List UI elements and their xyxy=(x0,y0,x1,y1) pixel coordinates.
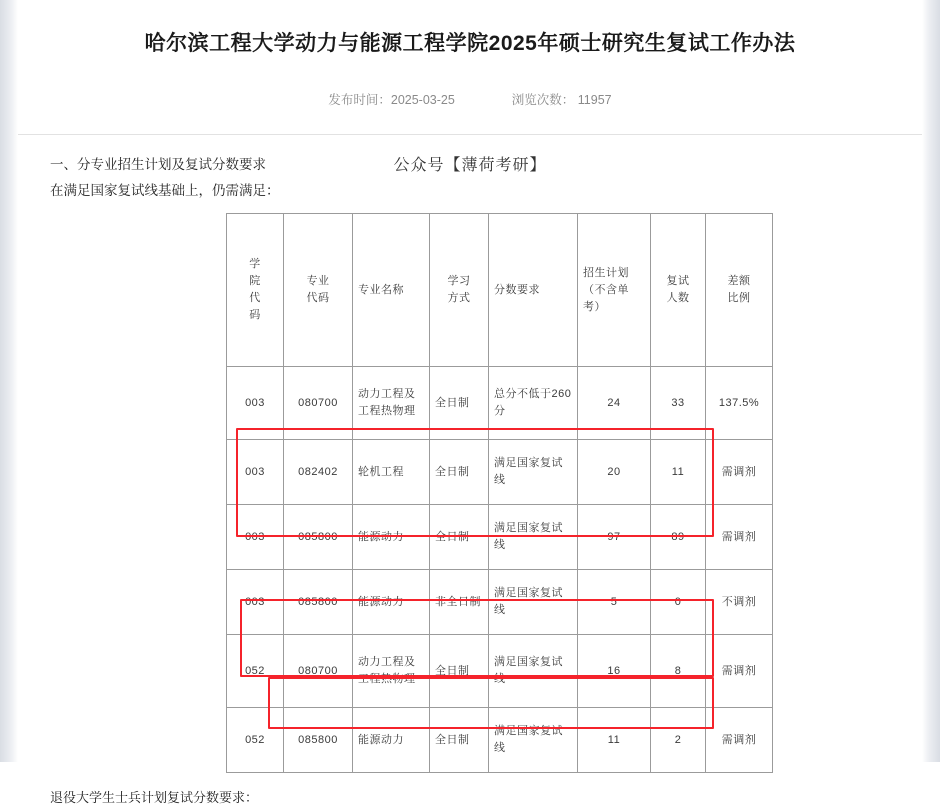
cell-major-code: 085800 xyxy=(284,570,353,635)
cell-major-name: 能源动力 xyxy=(353,505,430,570)
cell-score-requirement: 满足国家复试线 xyxy=(489,440,578,505)
cell-major-code: 080700 xyxy=(284,635,353,708)
footnote-text: 退役大学生士兵计划复试分数要求： xyxy=(50,790,259,805)
header-major-code: 专业代码 xyxy=(284,214,353,367)
header-college-code: 学院代码 xyxy=(227,214,284,367)
cell-admission-plan: 97 xyxy=(578,505,651,570)
cell-college-code: 003 xyxy=(227,505,284,570)
table-header-row xyxy=(227,214,773,367)
cell-interview-count: 2 xyxy=(651,708,706,773)
cell-college-code: 003 xyxy=(227,570,284,635)
table-row xyxy=(227,505,773,570)
cell-admission-plan: 16 xyxy=(578,635,651,708)
view-count: 浏览次数： 11957 xyxy=(511,93,612,107)
table-row xyxy=(227,367,773,440)
cell-interview-count: 89 xyxy=(651,505,706,570)
cell-college-code: 003 xyxy=(227,440,284,505)
table-row xyxy=(227,440,773,505)
cell-score-requirement: 满足国家复试线 xyxy=(489,505,578,570)
cell-difference-ratio: 需调剂 xyxy=(706,635,773,708)
cell-score-requirement: 满足国家复试线 xyxy=(489,708,578,773)
cell-study-mode: 全日制 xyxy=(430,505,489,570)
cell-admission-plan: 11 xyxy=(578,708,651,773)
page-left-shadow xyxy=(0,0,18,762)
header-divider xyxy=(18,134,922,135)
cell-college-code: 003 xyxy=(227,367,284,440)
cell-study-mode: 全日制 xyxy=(430,708,489,773)
cell-college-code: 052 xyxy=(227,708,284,773)
header-difference-ratio: 差额比例 xyxy=(706,214,773,367)
cell-major-code: 085800 xyxy=(284,505,353,570)
cell-admission-plan: 5 xyxy=(578,570,651,635)
cell-admission-plan: 20 xyxy=(578,440,651,505)
cell-major-name: 动力工程及工程热物理 xyxy=(353,367,430,440)
cell-difference-ratio: 不调剂 xyxy=(706,570,773,635)
cell-interview-count: 33 xyxy=(651,367,706,440)
cell-major-code: 080700 xyxy=(284,367,353,440)
document-content xyxy=(18,0,922,805)
cell-study-mode: 非全日制 xyxy=(430,570,489,635)
section-note: 在满足国家复试线基础上，仍需满足： xyxy=(50,183,280,198)
cell-major-name: 能源动力 xyxy=(353,708,430,773)
cell-study-mode: 全日制 xyxy=(430,367,489,440)
header-interview-count: 复试人数 xyxy=(651,214,706,367)
header-admission-plan: 招生计划（不含单考） xyxy=(578,214,651,367)
cell-difference-ratio: 137.5% xyxy=(706,367,773,440)
cell-interview-count: 11 xyxy=(651,440,706,505)
cell-major-name: 动力工程及工程热物理 xyxy=(353,635,430,708)
cell-difference-ratio: 需调剂 xyxy=(706,505,773,570)
cell-score-requirement: 总分不低于260分 xyxy=(489,367,578,440)
cell-major-code: 082402 xyxy=(284,440,353,505)
cell-study-mode: 全日制 xyxy=(430,440,489,505)
cell-interview-count: 0 xyxy=(651,570,706,635)
cell-major-name: 轮机工程 xyxy=(353,440,430,505)
page-title: 哈尔滨工程大学动力与能源工程学院2025年硕士研究生复试工作办法 xyxy=(144,32,796,55)
cell-study-mode: 全日制 xyxy=(430,635,489,708)
table-row xyxy=(227,570,773,635)
publish-date: 发布时间：2025-03-25 xyxy=(328,93,455,107)
section-heading: 一、分专业招生计划及复试分数要求 xyxy=(50,157,266,172)
table-row xyxy=(227,708,773,773)
cell-score-requirement: 满足国家复试线 xyxy=(489,570,578,635)
cell-admission-plan: 24 xyxy=(578,367,651,440)
document-meta xyxy=(18,90,922,108)
header-score-requirement: 分数要求 xyxy=(489,214,578,367)
cell-score-requirement: 满足国家复试线 xyxy=(489,635,578,708)
cell-major-name: 能源动力 xyxy=(353,570,430,635)
header-study-mode: 学习方式 xyxy=(430,214,489,367)
table-row xyxy=(227,635,773,708)
cell-difference-ratio: 需调剂 xyxy=(706,440,773,505)
watermark-text: 公众号【薄荷考研】 xyxy=(393,157,547,174)
cell-major-code: 085800 xyxy=(284,708,353,773)
cell-difference-ratio: 需调剂 xyxy=(706,708,773,773)
page-right-shadow xyxy=(922,0,940,762)
cell-interview-count: 8 xyxy=(651,635,706,708)
cell-college-code: 052 xyxy=(227,635,284,708)
admission-plan-table xyxy=(226,213,773,773)
header-major-name: 专业名称 xyxy=(353,214,430,367)
